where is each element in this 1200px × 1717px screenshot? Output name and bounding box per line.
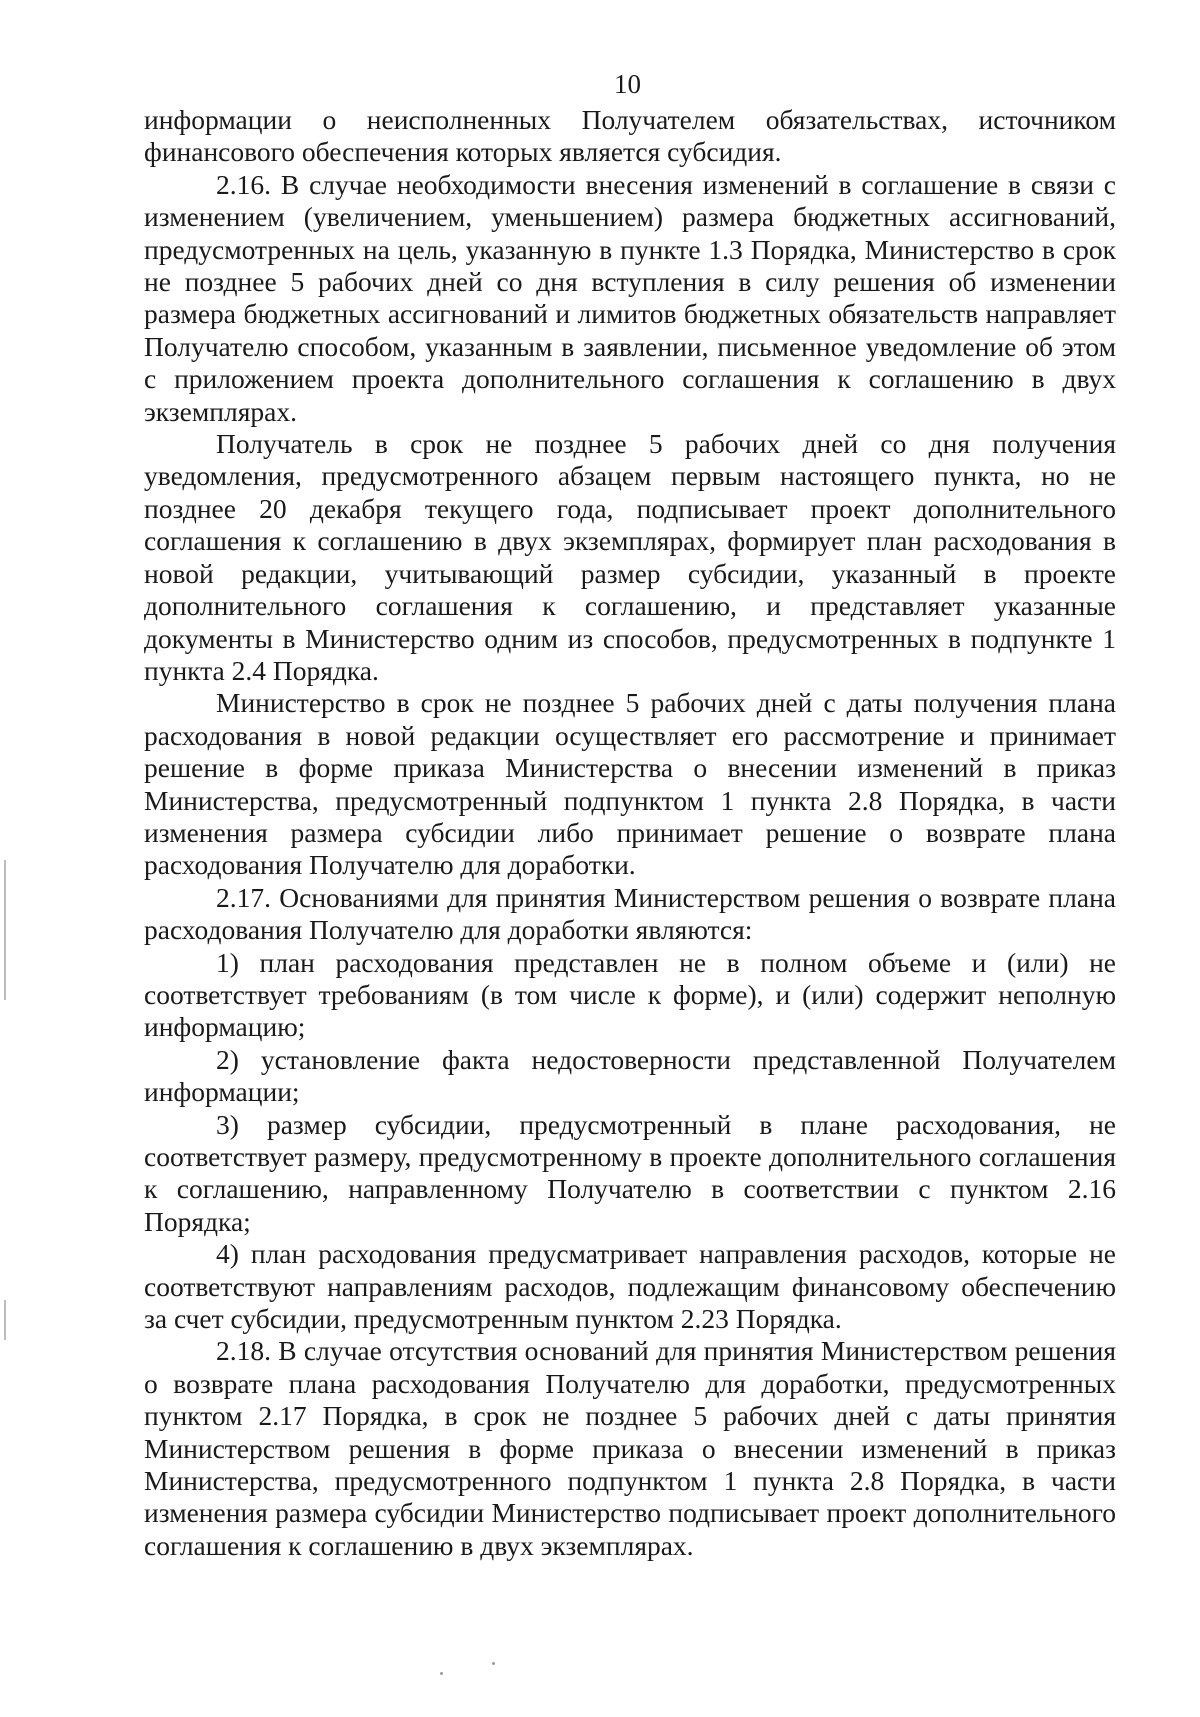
scan-artifact-left-edge-lower: [4, 1300, 6, 1340]
list-item-3: 3) размер субсидии, предусмотренный в плане расходования, не соответствует размеру, предусмотренному в проекте дополнительного соглашения к соглашению, направленному Получателю в соответствии с пунктом 2.16 Порядка;: [144, 1108, 1116, 1237]
scan-artifact-dot: [492, 1662, 495, 1665]
page-number: 10: [614, 69, 641, 99]
paragraph-2-16: 2.16. В случае необходимости внесения изменений в соглашение в связи с изменением (увеличением, уменьшением) размера бюджетных ассигнований, предусмотренных на цель, указанную в пункте 1.3 Порядка, Министерство в срок не позднее 5 рабочих дней со дня вступления в силу решения об изменении размера бюджетных ассигнований и лимитов бюджетных обязательств направляет Получателю способом, указанным в заявлении, письменное уведомление об этом с приложением проекта дополнительного соглашения к соглашению в двух экземплярах.: [144, 168, 1116, 427]
body-text: [144, 104, 1116, 1562]
list-item-2: 2) установление факта недостоверности представленной Получателем информации;: [144, 1043, 1116, 1108]
paragraph-2-18: 2.18. В случае отсутствия оснований для принятия Министерством решения о возврате плана расходования Получателю для доработки, предусмотренных пунктом 2.17 Порядка, в срок не позднее 5 рабочих дней с даты принятия Министерством решения в форме приказа о внесении изменений в приказ Министерства, предусмотренного подпунктом 1 пункта 2.8 Порядка, в части изменения размера субсидии Министерство подписывает проект дополнительного соглашения к соглашению в двух экземплярах.: [144, 1335, 1116, 1561]
scan-artifact-dot: [440, 1672, 443, 1675]
scan-artifact-left-edge: [4, 860, 6, 1000]
list-item-1: 1) план расходования представлен не в полном объеме и (или) не соответствует требованиям (в том числе к форме), и (или) содержит неполную информацию;: [144, 946, 1116, 1043]
paragraph-recipient-deadline: Получатель в срок не позднее 5 рабочих дней со дня получения уведомления, предусмотренного абзацем первым настоящего пункта, но не позднее 20 декабря текущего года, подписывает проект дополнительного соглашения к соглашению в двух экземплярах, формирует план расходования в новой редакции, учитывающий размер субсидии, указанный в проекте дополнительного соглашения к соглашению, и представляет указанные документы в Министерство одним из способов, предусмотренных в подпункте 1 пункта 2.4 Порядка.: [144, 428, 1116, 686]
paragraph-2-17: 2.17. Основаниями для принятия Министерством решения о возврате плана расходования Получателю для доработки являются:: [144, 881, 1116, 946]
paragraph-ministry-review: Министерство в срок не позднее 5 рабочих дней с даты получения плана расходования в новой редакции осуществляет его рассмотрение и принимает решение в форме приказа Министерства о внесении изменений в приказ Министерства, предусмотренный подпунктом 1 пункта 2.8 Порядка, в части изменения размера субсидии либо принимает решение о возврате плана расходования Получателю для доработки.: [144, 687, 1116, 881]
paragraph-continuation: информации о неисполненных Получателем обязательствах, источником финансового обеспечения которых является субсидия.: [144, 104, 1116, 168]
list-item-4: 4) план расходования предусматривает направления расходов, которые не соответствуют направлениям расходов, подлежащим финансовому обеспечению за счет субсидии, предусмотренным пунктом 2.23 Порядка.: [144, 1238, 1116, 1335]
